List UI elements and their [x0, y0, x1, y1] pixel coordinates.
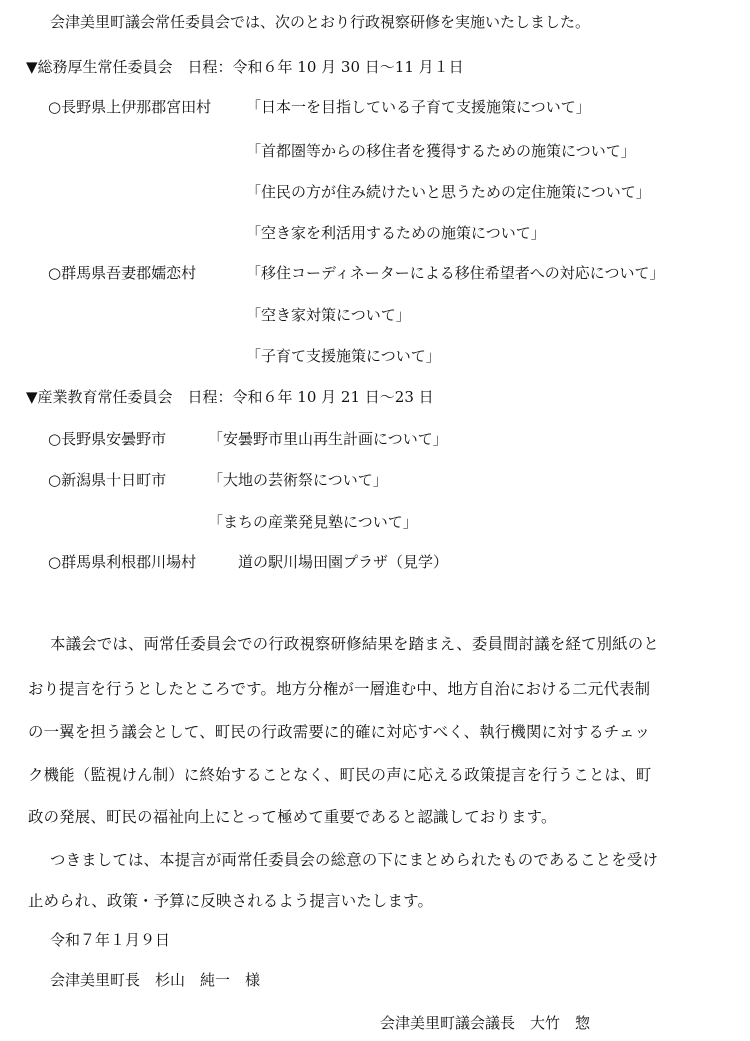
- body-line: 止められ、政策・予算に反映されるよう提言いたします。: [28, 892, 434, 910]
- visit-topic: 「移住コーディネーターによる移住希望者への対応について」: [246, 264, 665, 282]
- visit-place: ○長野県安曇野市: [48, 430, 167, 448]
- visit-place: ○新潟県十日町市: [48, 471, 167, 489]
- document-date: 令和７年１月９日: [50, 931, 171, 949]
- visit-place: ○群馬県利根郡川場村: [48, 553, 197, 571]
- committee-header-general-affairs: ▼総務厚生常任委員会 日程：令和６年 10 月 30 日～11 月１日: [26, 58, 464, 76]
- body-line: 本議会では、両常任委員会での行政視察研修結果を踏まえ、委員間討議を経て別紙のと: [50, 635, 659, 653]
- body-line: ク機能（監視けん制）に終始することなく、町民の声に応える政策提言を行うことは、町: [28, 766, 652, 784]
- visit-topic: 「空き家を利活用するための施策について」: [246, 224, 546, 242]
- body-line: おり提言を行うとしたところです。地方分権が一層進む中、地方自治における二元代表制: [28, 680, 651, 698]
- body-line: 政の発展、町民の福祉向上にとって極めて重要であると認識しております。: [28, 808, 557, 826]
- committee-header-industry-education: ▼産業教育常任委員会 日程：令和６年 10 月 21 日～23 日: [26, 388, 434, 406]
- visit-place: ○群馬県吾妻郡嬬恋村: [48, 264, 197, 282]
- visit-topic: 「まちの産業発見塾について」: [208, 513, 418, 531]
- intro-text: 会津美里町議会常任委員会では、次のとおり行政視察研修を実施いたしました。: [50, 13, 591, 31]
- body-line: つきましては、本提言が両常任委員会の総意の下にまとめられたものであることを受け: [50, 851, 659, 869]
- visit-topic: 「安曇野市里山再生計画について」: [208, 430, 448, 448]
- addressee: 会津美里町長 杉山 純一 様: [50, 971, 261, 989]
- visit-topic: 「日本一を目指している子育て支援施策について」: [246, 98, 591, 116]
- visit-place: ○長野県上伊那郡宮田村: [48, 98, 212, 116]
- visit-topic: 「大地の芸術祭について」: [208, 471, 388, 489]
- visit-topic: 「住民の方が住み続けたいと思うための定住施策について」: [246, 183, 651, 201]
- body-line: の一翼を担う議会として、町民の行政需要に的確に対応すべく、執行機関に対するチェッ: [28, 723, 651, 741]
- visit-topic: 「首都圏等からの移住者を獲得するための施策について」: [246, 142, 636, 160]
- sender-signature: 会津美里町議会議長 大竹 惣: [380, 1014, 591, 1032]
- visit-topic: 道の駅川場田園プラザ（見学）: [238, 553, 449, 571]
- visit-topic: 「空き家対策について」: [246, 306, 411, 324]
- visit-topic: 「子育て支援施策について」: [246, 347, 441, 365]
